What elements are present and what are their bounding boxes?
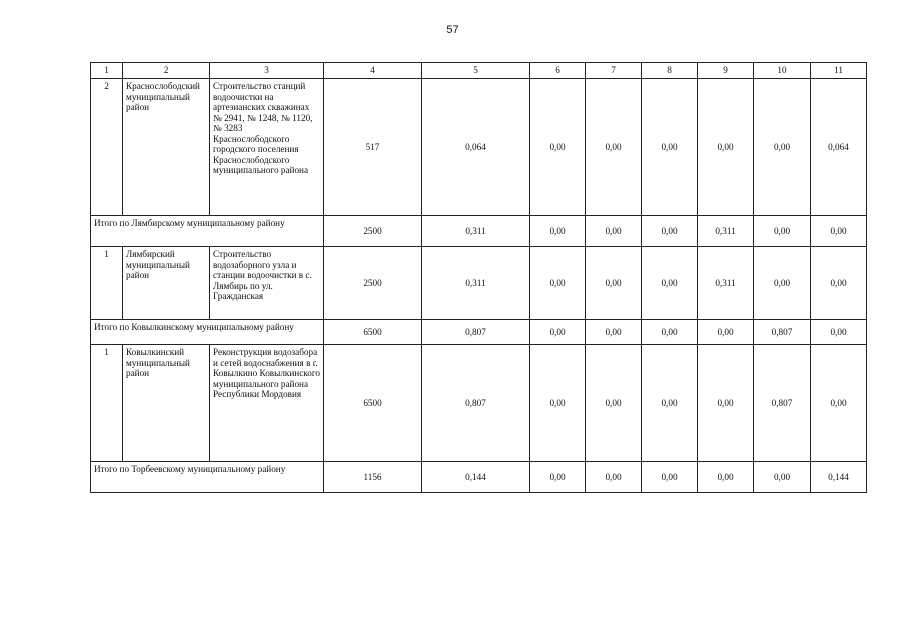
value-cell: 0,311 xyxy=(422,247,530,320)
value-cell: 0,144 xyxy=(811,462,867,493)
total-label: Итого по Торбеевскому муниципальному району xyxy=(91,462,324,493)
value-cell: 0,00 xyxy=(642,320,698,345)
header-cell: 3 xyxy=(210,63,324,79)
project-description: Строительство водозаборного узла и станции водоочистки в с. Лямбирь по ул. Гражданская xyxy=(210,247,324,320)
value-cell: 0,00 xyxy=(642,79,698,216)
total-row xyxy=(91,462,867,493)
row-index: 1 xyxy=(91,345,123,462)
header-cell: 4 xyxy=(324,63,422,79)
district-name: Ковылкинский муниципальный район xyxy=(123,345,210,462)
value-cell: 0,311 xyxy=(698,247,754,320)
table-header-row xyxy=(91,63,867,79)
value-cell: 0,00 xyxy=(811,216,867,247)
value-cell: 0,00 xyxy=(530,345,586,462)
value-cell: 0,807 xyxy=(422,320,530,345)
budget-table xyxy=(90,62,867,493)
value-cell: 0,00 xyxy=(754,216,811,247)
value-cell: 0,00 xyxy=(811,247,867,320)
value-cell: 2500 xyxy=(324,216,422,247)
value-cell: 6500 xyxy=(324,345,422,462)
value-cell: 0,00 xyxy=(530,216,586,247)
header-cell: 9 xyxy=(698,63,754,79)
value-cell: 0,00 xyxy=(754,247,811,320)
value-cell: 0,00 xyxy=(698,320,754,345)
value-cell: 0,00 xyxy=(586,462,642,493)
value-cell: 0,00 xyxy=(586,216,642,247)
value-cell: 0,064 xyxy=(422,79,530,216)
project-description: Реконструкция водозабора и сетей водоснабжения в г. Ковылкино Ковылкинского муниципального района Республики Мордовия xyxy=(210,345,324,462)
value-cell: 0,00 xyxy=(698,79,754,216)
header-cell: 10 xyxy=(754,63,811,79)
value-cell: 0,807 xyxy=(754,345,811,462)
value-cell: 0,00 xyxy=(530,320,586,345)
district-name: Лямбирский муниципальный район xyxy=(123,247,210,320)
header-cell: 7 xyxy=(586,63,642,79)
header-cell: 6 xyxy=(530,63,586,79)
total-row xyxy=(91,320,867,345)
row-index: 2 xyxy=(91,79,123,216)
header-cell: 5 xyxy=(422,63,530,79)
value-cell: 0,00 xyxy=(530,462,586,493)
value-cell: 0,00 xyxy=(754,79,811,216)
value-cell: 517 xyxy=(324,79,422,216)
total-label: Итого по Лямбирскому муниципальному району xyxy=(91,216,324,247)
value-cell: 0,00 xyxy=(698,345,754,462)
value-cell: 0,00 xyxy=(586,345,642,462)
value-cell: 0,00 xyxy=(698,462,754,493)
value-cell: 0,00 xyxy=(811,320,867,345)
value-cell: 2500 xyxy=(324,247,422,320)
value-cell: 0,00 xyxy=(642,345,698,462)
value-cell: 0,064 xyxy=(811,79,867,216)
header-cell: 8 xyxy=(642,63,698,79)
total-row xyxy=(91,216,867,247)
table-row xyxy=(91,345,867,462)
value-cell: 0,00 xyxy=(586,320,642,345)
value-cell: 0,144 xyxy=(422,462,530,493)
table-row xyxy=(91,247,867,320)
value-cell: 1156 xyxy=(324,462,422,493)
header-cell: 2 xyxy=(123,63,210,79)
value-cell: 0,807 xyxy=(422,345,530,462)
value-cell: 6500 xyxy=(324,320,422,345)
header-cell: 11 xyxy=(811,63,867,79)
table-row xyxy=(91,79,867,216)
value-cell: 0,00 xyxy=(811,345,867,462)
value-cell: 0,00 xyxy=(586,79,642,216)
value-cell: 0,00 xyxy=(642,247,698,320)
value-cell: 0,311 xyxy=(422,216,530,247)
total-label: Итого по Ковылкинскому муниципальному району xyxy=(91,320,324,345)
district-name: Краснослободский муниципальный район xyxy=(123,79,210,216)
project-description: Строительство станций водоочистки на артезианских скважинах № 2941, № 1248, № 1120, № 3283 Краснослободского городского поселения Краснослободского муниципального района xyxy=(210,79,324,216)
value-cell: 0,00 xyxy=(586,247,642,320)
row-index: 1 xyxy=(91,247,123,320)
value-cell: 0,00 xyxy=(754,462,811,493)
value-cell: 0,807 xyxy=(754,320,811,345)
page-number: 57 xyxy=(446,24,459,36)
value-cell: 0,311 xyxy=(698,216,754,247)
value-cell: 0,00 xyxy=(642,462,698,493)
value-cell: 0,00 xyxy=(530,79,586,216)
value-cell: 0,00 xyxy=(530,247,586,320)
header-cell: 1 xyxy=(91,63,123,79)
value-cell: 0,00 xyxy=(642,216,698,247)
